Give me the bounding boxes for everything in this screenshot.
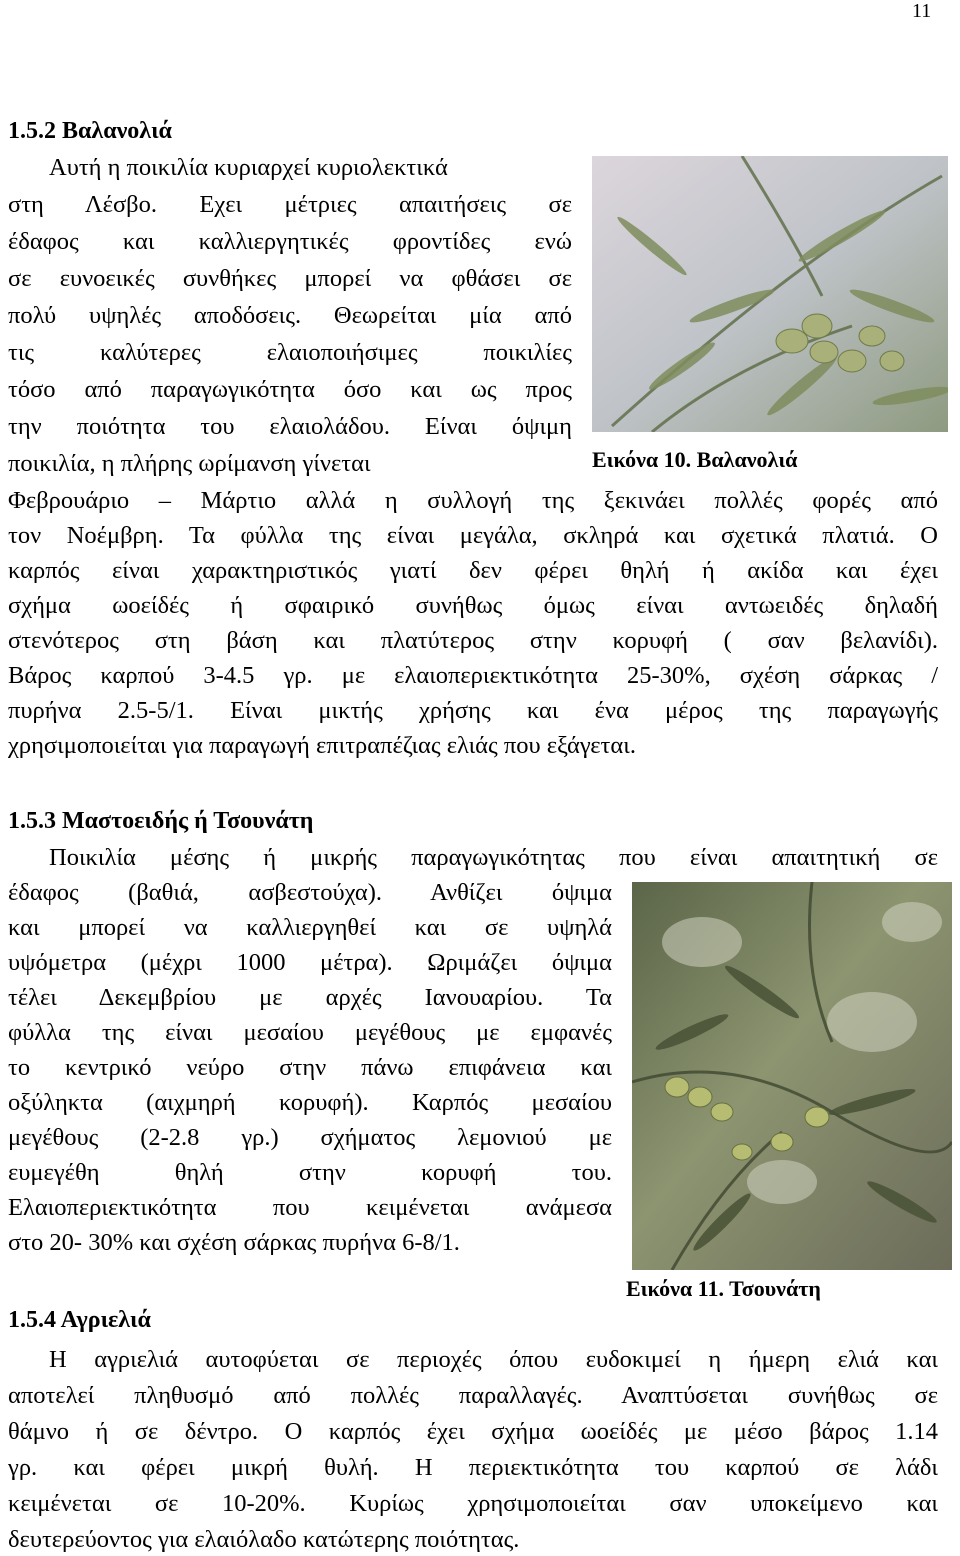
paragraph-line: τον Νοέμβρη. Τα φύλλα της είναι μεγάλα, σκληρά και σχετικά πλατιά. Ο <box>8 522 938 549</box>
paragraph-line: στενότερος στη βάση και πλατύτερος στην κορυφή ( σαν βελανίδι). <box>8 627 938 654</box>
paragraph-line: θάμνο ή σε δέντρο. Ο καρπός έχει σχήμα ωοείδές με μέσο βάρος 1.14 <box>8 1418 938 1445</box>
paragraph-line: ευμεγέθη θηλή στην κορυφή του. <box>8 1159 612 1186</box>
paragraph-line: πυρήνα 2.5-5/1. Είναι μικτής χρήσης και ένα μέρος της παραγωγής <box>8 697 938 724</box>
paragraph-line: έδαφος (βαθιά, ασβεστούχα). Ανθίζει όψιμα <box>8 879 612 906</box>
olive-branch-photo <box>592 156 948 432</box>
paragraph-line: την ποιότητα του ελαιολάδου. Είναι όψιμη <box>8 413 572 440</box>
paragraph-line: σχήμα ωοείδές ή σφαιρικό συνήθως όμως είναι αντωειδές δηλαδή <box>8 592 938 619</box>
paragraph-line: Ελαιοπεριεκτικότητα που κειμένεται ανάμεσα <box>8 1194 612 1221</box>
paragraph-line: φύλλα της είναι μεσαίου μεγέθους με εμφανές <box>8 1019 612 1046</box>
paragraph-line: καρπός είναι χαρακτηριστικός γιατί δεν φέρει θηλή ή ακίδα και έχει <box>8 557 938 584</box>
paragraph-line: δευτερεύοντος για ελαιόλαδο κατώτερης ποιότητας. <box>8 1526 520 1553</box>
paragraph-line: υψόμετρα (μέχρι 1000 μέτρα). Ωριμάζει όψιμα <box>8 949 612 976</box>
figure-caption: Εικόνα 11. Τσουνάτη <box>626 1276 821 1301</box>
figure-caption: Εικόνα 10. Βαλανολιά <box>592 447 798 472</box>
paragraph-line: τις καλύτερες ελαιοποιήσιμες ποικιλίες <box>8 339 572 366</box>
section-heading-agrielia: 1.5.4 Αγριελιά <box>8 1307 151 1333</box>
paragraph-line: Φεβρουάριο – Μάρτιο αλλά η συλλογή της ξεκινάει πολλές φορές από <box>8 487 938 514</box>
page-number: 11 <box>912 0 932 22</box>
paragraph-line: πολύ υψηλές αποδόσεις. Θεωρείται μία από <box>8 302 572 329</box>
section-heading-tsounati: 1.5.3 Μαστοειδής ή Τσουνάτη <box>8 808 314 834</box>
paragraph-line: γρ. και φέρει μικρή θυλή. Η περιεκτικότητα του καρπού σε λάδι <box>8 1454 938 1481</box>
paragraph-line: τόσο από παραγωγικότητα όσο και ως προς <box>8 376 572 403</box>
paragraph-line: Ποικιλία μέσης ή μικρής παραγωγικότητας που είναι απαιτητική σε <box>49 844 938 871</box>
paragraph-line: Η αγριελιά αυτοφύεται σε περιοχές όπου ευδοκιμεί η ήμερη ελιά και <box>49 1346 938 1373</box>
olive-tree-photo <box>632 882 952 1270</box>
paragraph-line: μεγέθους (2-2.8 γρ.) σχήματος λεμονιού με <box>8 1124 612 1151</box>
paragraph-line: οξύληκτα (αιχμηρή κορυφή). Καρπός μεσαίου <box>8 1089 612 1116</box>
section-heading-valanolia: 1.5.2 Βαλανολιά <box>8 118 172 144</box>
paragraph-line: ποικιλία, η πλήρης ωρίμανση γίνεται <box>8 450 371 477</box>
paragraph-line: Βάρος καρπού 3-4.5 γρ. με ελαιοπεριεκτικότητα 25-30%, σχέση σάρκας / <box>8 662 938 689</box>
paragraph-line: το κεντρικό νεύρο στην πάνω επιφάνεια και <box>8 1054 612 1081</box>
paragraph-line: σε ευνοεικές συνθήκες μπορεί να φθάσει σε <box>8 265 572 292</box>
paragraph-line: έδαφος και καλλιεργητικές φροντίδες ενώ <box>8 228 572 255</box>
paragraph-line: χρησιμοποιείται για παραγωγή επιτραπέζιας ελιάς που εξάγεται. <box>8 732 636 759</box>
paragraph-line: στη Λέσβο. Εχει μέτριες απαιτήσεις σε <box>8 191 572 218</box>
paragraph-line: τέλει Δεκεμβρίου με αρχές Ιανουαρίου. Τα <box>8 984 612 1011</box>
paragraph-line: και μπορεί να καλλιεργηθεί και σε υψηλά <box>8 914 612 941</box>
paragraph-line: αποτελεί πληθυσμό από πολλές παραλλαγές. Αναπτύσεται συνήθως σε <box>8 1382 938 1409</box>
paragraph-line: στο 20- 30% και σχέση σάρκας πυρήνα 6-8/1. <box>8 1229 460 1256</box>
paragraph-line: Αυτή η ποικιλία κυριαρχεί κυριολεκτικά <box>49 154 448 181</box>
paragraph-line: κειμένεται σε 10-20%. Κυρίως χρησιμοποιείται σαν υποκείμενο και <box>8 1490 938 1517</box>
